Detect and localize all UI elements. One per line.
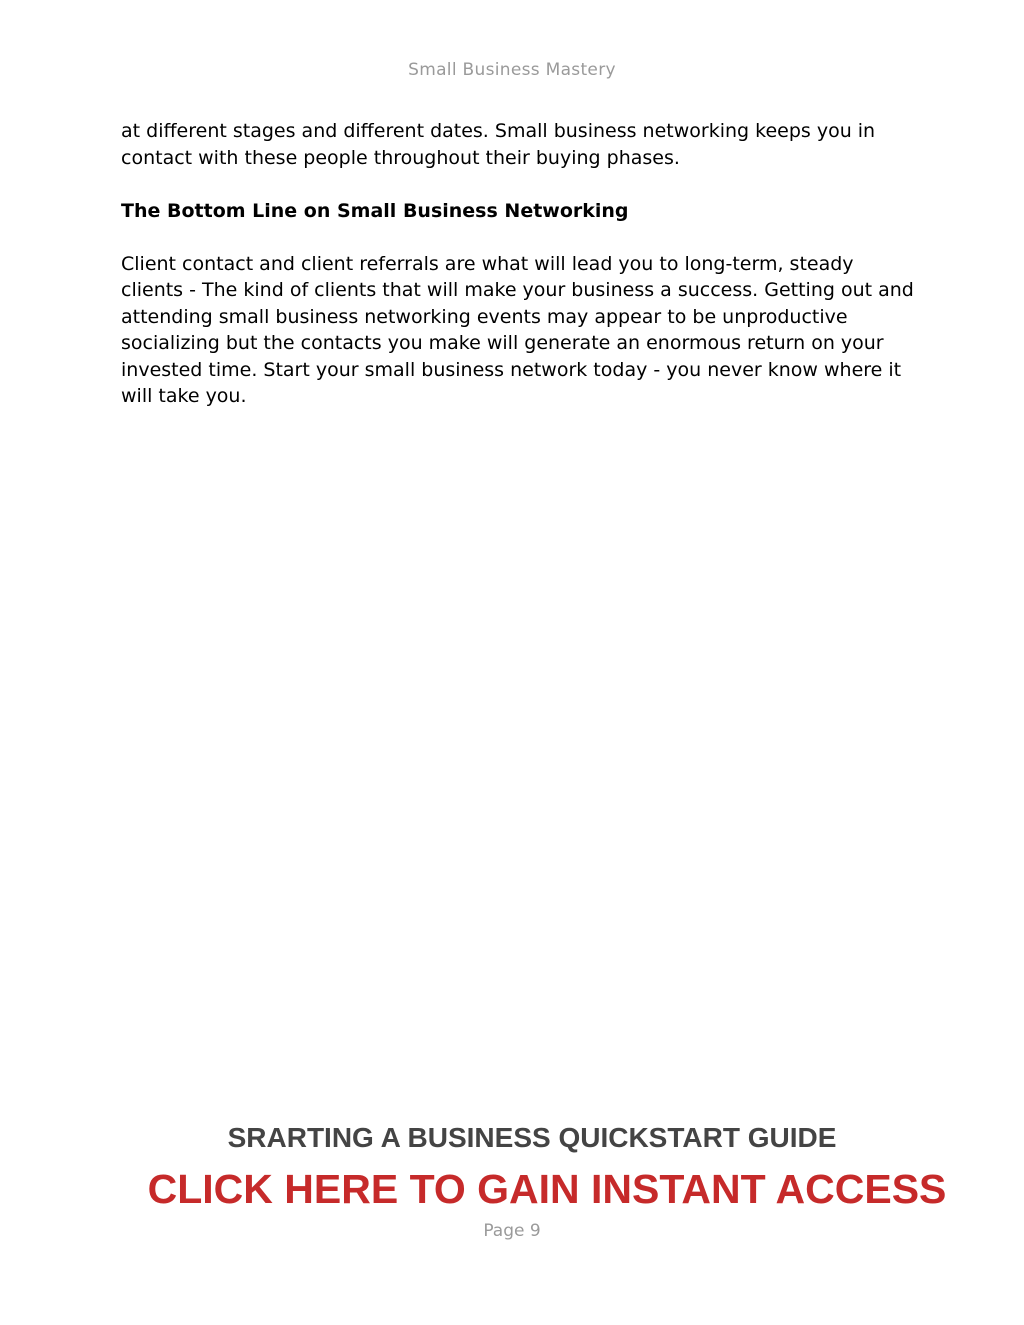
page-header-title: Small Business Mastery: [408, 60, 616, 80]
page-number: Page 9: [483, 1221, 541, 1241]
instant-access-link[interactable]: CLICK HERE TO GAIN INSTANT ACCESS: [147, 1166, 947, 1212]
section-heading: The Bottom Line on Small Business Networking: [121, 199, 629, 222]
promo-title: SRARTING A BUSINESS QUICKSTART GUIDE: [227, 1122, 837, 1153]
body-paragraph-2: Client contact and client referrals are what will lead you to long-term, steady clients - The kind of clients that will make your business a success. Getting out and attending small business networking events may appear to be unproductive socializing but the contacts you make will generate an enormous return on your invested time. Start your small business network today - you never know where it will take you.: [121, 252, 914, 407]
document-body: [121, 118, 921, 436]
body-paragraph-1: at different stages and different dates. Small business networking keeps you in contact with these people throughout their buying phases.: [121, 120, 876, 169]
